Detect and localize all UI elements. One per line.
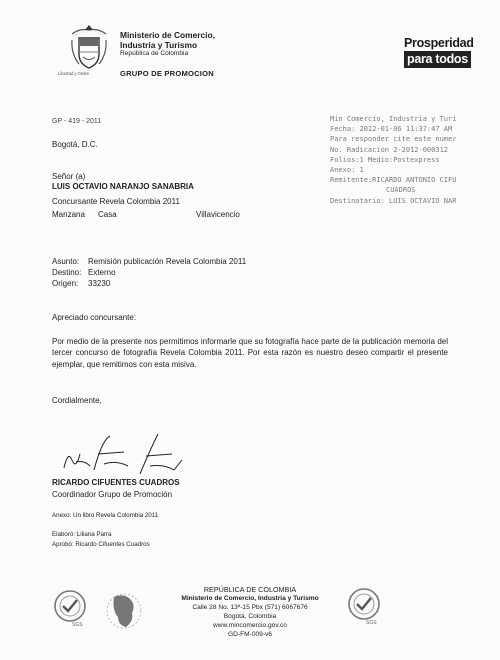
address-manzana: Manzana <box>52 210 85 219</box>
prepared-by: Elaboró: Liliana Parra <box>52 531 112 538</box>
body-paragraph: Por medio de la presente nos permitimos informarle que su fotografía hace parte de la publicación memoria del tercer concurso de fotografía Revela Colombia 2011. Por esta razón es nuestro deseo compartir el presente ejemplar, que remitimos con esta misiva. <box>52 337 448 369</box>
asunto-label: Asunto: <box>52 257 80 266</box>
stamp-line: No. Radicacion 2-2012-000312 <box>330 145 449 154</box>
recipient-role: Concursante Revela Colombia 2011 <box>52 197 180 206</box>
footer-form-code: GD-FM-009-v6 <box>228 631 272 638</box>
asunto-value: Remisión publicación Revela Colombia 2011 <box>88 257 247 266</box>
recipient-name: LUIS OCTAVIO NARANJO SANABRIA <box>52 182 194 191</box>
colombia-coat-of-arms-icon <box>68 24 110 78</box>
stamp-line: Para responder cite este numer <box>330 135 457 144</box>
footer-city: Bogotá, Colombia <box>223 613 277 620</box>
ministry-name-line-1: Ministerio de Comercio, <box>120 30 215 40</box>
origen-label: Origen: <box>52 279 79 288</box>
coat-motto: Libertad y Orden <box>58 71 90 76</box>
address-city: Villavicencio <box>196 210 240 219</box>
stamp-line: Anexo: 1 <box>330 166 364 175</box>
destino-value: Externo <box>88 268 116 277</box>
stamp-line: Fecha: 2012-01-06 11:37:47 AM <box>330 125 453 134</box>
logo-text-bottom: para todos <box>404 51 471 68</box>
footer-address: Calle 28 No. 13ª-15 Pbx (571) 6067676 <box>192 604 308 611</box>
radication-stamp <box>330 114 456 206</box>
logo-text-top: Prosperidad <box>404 36 474 50</box>
footer-website-link[interactable]: www.mincomercio.gov.co <box>213 622 287 629</box>
salutation: Señor (a) <box>52 172 86 181</box>
seal-label: SGS <box>72 622 83 628</box>
group-name: GRUPO DE PROMOCION <box>120 69 214 78</box>
handwritten-signature <box>54 430 204 482</box>
country-name: República de Colombia <box>120 50 189 57</box>
colombia-map-seal-icon <box>104 591 144 631</box>
address-casa: Casa <box>98 210 117 219</box>
stamp-line: Min Comercio, Industria y Turi <box>330 115 457 123</box>
signer-role: Coordinador Grupo de Promoción <box>52 490 173 499</box>
stamp-line: CUADROS <box>386 186 416 195</box>
sgs-certification-seal-icon <box>344 586 384 626</box>
annex-note: Anexo: Un libro Revela Colombia 2011 <box>52 512 159 519</box>
approved-by: Aprobó: Ricardo Cifuentes Cuadros <box>52 541 150 548</box>
ministry-name-line-2: Industria y Turismo <box>120 40 198 50</box>
city-line: Bogotá, D.C. <box>52 140 98 149</box>
stamp-line: Remitente:RICARDO ANTONIO CIFU <box>330 176 457 185</box>
sgs-certification-seal-icon <box>50 588 90 628</box>
stamp-line: Folios:1 Medio:Postexpress <box>330 155 440 164</box>
footer-country: REPÚBLICA DE COLOMBIA <box>203 585 297 594</box>
seal-label: SGS <box>366 620 377 626</box>
stamp-line: Destinatario: LUIS OCTAVIO NAR <box>330 196 457 205</box>
greeting: Apreciado concursante: <box>52 313 137 322</box>
destino-label: Destino: <box>52 268 82 277</box>
prosperidad-logo <box>404 36 484 72</box>
footer-ministry: Ministerio de Comercio, Industria y Turismo <box>181 595 319 602</box>
reference-number: GP - 419 - 2011 <box>52 118 102 125</box>
signer-name: RICARDO CIFUENTES CUADROS <box>52 478 180 487</box>
origen-value: 33230 <box>88 279 111 288</box>
closing: Cordialmente, <box>52 396 102 405</box>
